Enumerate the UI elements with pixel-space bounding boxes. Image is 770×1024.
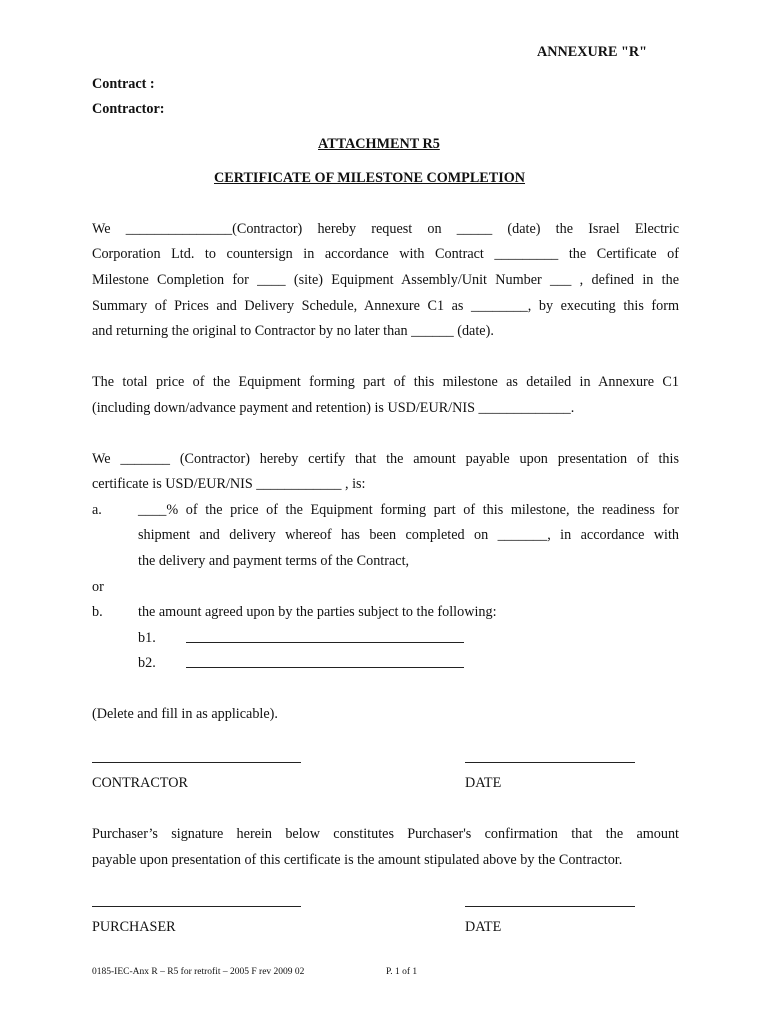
paragraph2-line-2: (including down/advance payment and retention) is USD/EUR/NIS _____________. (92, 400, 575, 416)
purchaser-date-label: DATE (465, 919, 502, 935)
purchaser-date-line (465, 906, 635, 907)
item-b2-blank-line (186, 667, 464, 668)
item-a-line-2: shipment and delivery whereof has been completed on _______, in accordance with (138, 527, 679, 543)
contractor-date-label: DATE (465, 775, 502, 791)
attachment-title: ATTACHMENT R5 (318, 136, 440, 152)
paragraph1-line-4: Summary of Prices and Delivery Schedule, Annexure C1 as ________, by executing this form (92, 298, 679, 314)
paragraph3-line-2: certificate is USD/EUR/NIS ____________ , is: (92, 476, 366, 492)
certificate-title: CERTIFICATE OF MILESTONE COMPLETION (214, 170, 526, 186)
contractor-label: Contractor: (92, 101, 165, 117)
contractor-signature-label: CONTRACTOR (92, 775, 188, 791)
item-a-line-3: the delivery and payment terms of the Contract, (138, 553, 410, 569)
item-b-marker: b. (92, 604, 103, 620)
contractor-date-line (465, 762, 635, 763)
item-a-line-1: ____% of the price of the Equipment forming part of this milestone, the readiness for (138, 502, 679, 518)
footer-page-number: P. 1 of 1 (386, 967, 418, 977)
purchaser-signature-line (92, 906, 301, 907)
paragraph1-line-1: We _______________(Contractor) hereby request on _____ (date) the Israel Electric (92, 221, 679, 237)
paragraph1-line-2: Corporation Ltd. to countersign in accordance with Contract _________ the Certificate of (92, 246, 679, 262)
paragraph2-line-1: The total price of the Equipment forming part of this milestone as detailed in Annexure C1 (92, 374, 679, 390)
contractor-signature-line (92, 762, 301, 763)
annexure-label: ANNEXURE "R" (537, 44, 647, 60)
or-text: or (92, 579, 104, 595)
item-b1-marker: b1. (138, 630, 156, 646)
delete-note: (Delete and fill in as applicable). (92, 706, 278, 722)
footer-docref: 0185-IEC-Anx R – R5 for retrofit – 2005 F rev 2009 02 (92, 967, 305, 977)
paragraph3-line-1: We _______ (Contractor) hereby certify that the amount payable upon presentation of this (92, 451, 679, 467)
item-b1-blank-line (186, 642, 464, 643)
item-b-text: the amount agreed upon by the parties subject to the following: (138, 604, 497, 620)
purchaser-para-line-2: payable upon presentation of this certificate is the amount stipulated above by the Contractor. (92, 852, 623, 868)
item-a-marker: a. (92, 502, 102, 518)
contract-label: Contract : (92, 76, 155, 92)
purchaser-signature-label: PURCHASER (92, 919, 176, 935)
paragraph1-line-3: Milestone Completion for ____ (site) Equipment Assembly/Unit Number ___ , defined in the (92, 272, 679, 288)
paragraph1-line-5: and returning the original to Contractor by no later than ______ (date). (92, 323, 494, 339)
item-b2-marker: b2. (138, 655, 156, 671)
purchaser-para-line-1: Purchaser’s signature herein below constitutes Purchaser's confirmation that the amount (92, 826, 679, 842)
